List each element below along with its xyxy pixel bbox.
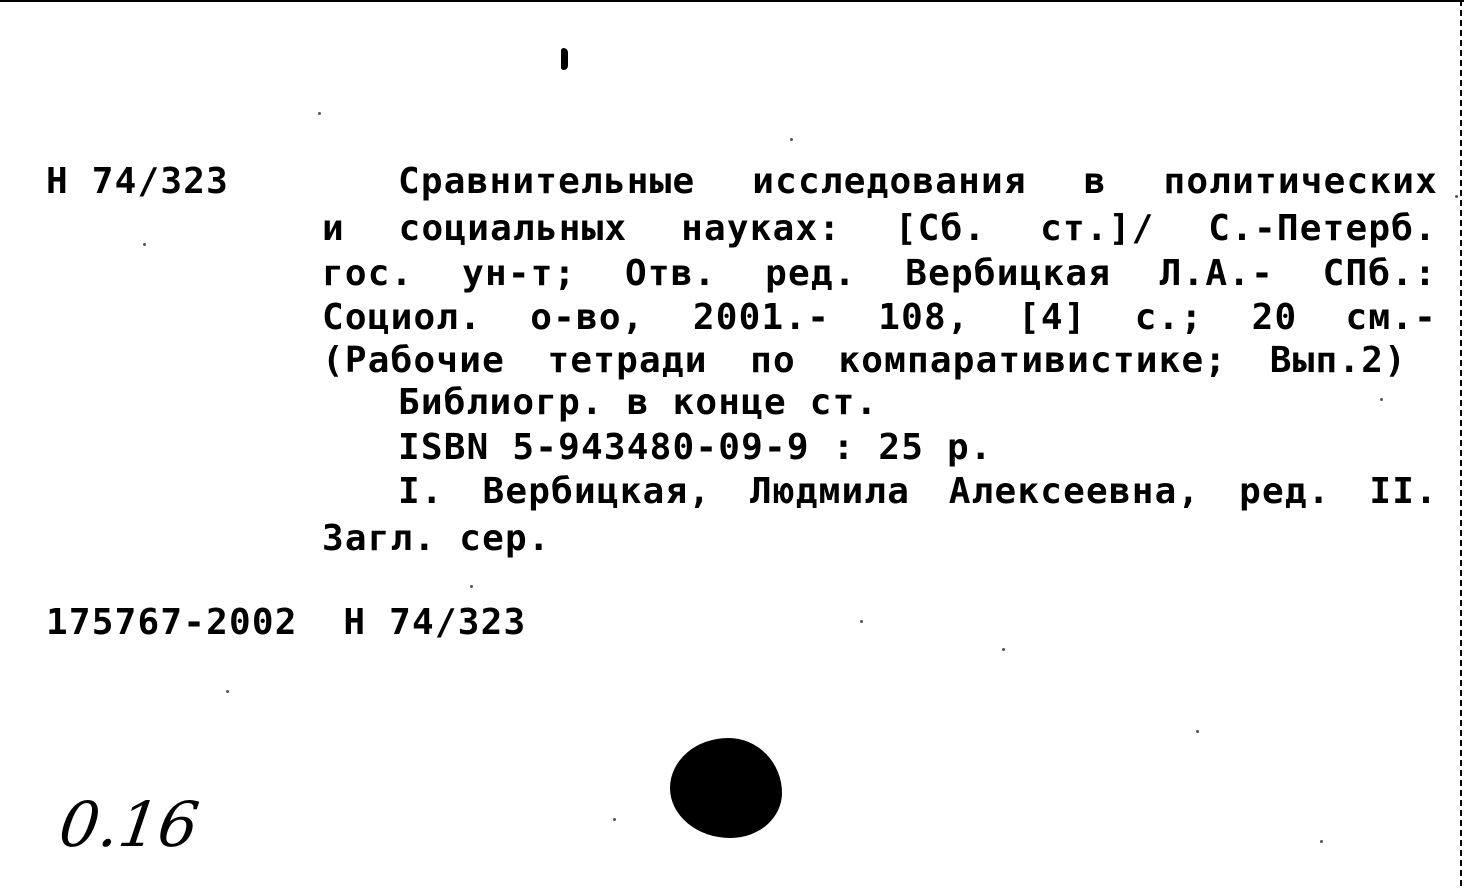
entry-line-tracings-cont: Загл. сер. [322, 518, 551, 559]
entry-line-isbn: ISBN 5-943480-09-9 : 25 р. [398, 427, 993, 468]
entry-line-3: гос. ун-т; Отв. ред. Вербицкая Л.А.- СПб.: [322, 253, 1437, 294]
scan-speck [860, 620, 863, 623]
scan-speck [318, 112, 321, 115]
card-right-border [1460, 0, 1462, 888]
scan-speck [1196, 730, 1199, 733]
scan-speck [226, 690, 229, 693]
scan-speck [1320, 840, 1323, 843]
entry-line-4: Социол. о-во, 2001.- 108, [4] с.; 20 см.- [322, 297, 1437, 338]
entry-line-tracings: I. Вербицкая, Людмила Алексеевна, ред. II. [398, 471, 1438, 512]
scan-speck [613, 818, 616, 821]
scan-speck [470, 585, 473, 588]
card-top-border [0, 0, 1464, 2]
handwritten-note: 0.16 [54, 788, 204, 861]
call-number: Н 74/323 [46, 161, 229, 202]
entry-line-bibliography: Библиогр. в конце ст. [398, 382, 879, 423]
scan-speck [1380, 398, 1383, 401]
entry-line-title: Сравнительные исследования в политических [398, 161, 1438, 202]
scan-speck [143, 243, 146, 246]
entry-line-2: и социальных науках: [Сб. ст.]/ С.-Петерб. [322, 208, 1437, 249]
scan-speck [1002, 648, 1005, 651]
punch-hole [670, 738, 782, 838]
scan-speck [1455, 195, 1458, 198]
accession-line: 175767-2002 Н 74/323 [46, 602, 527, 643]
entry-line-series: (Рабочие тетради по компаративистике; Вып.2) [322, 340, 1407, 381]
scan-speck [790, 138, 793, 141]
ink-mark [561, 48, 568, 70]
